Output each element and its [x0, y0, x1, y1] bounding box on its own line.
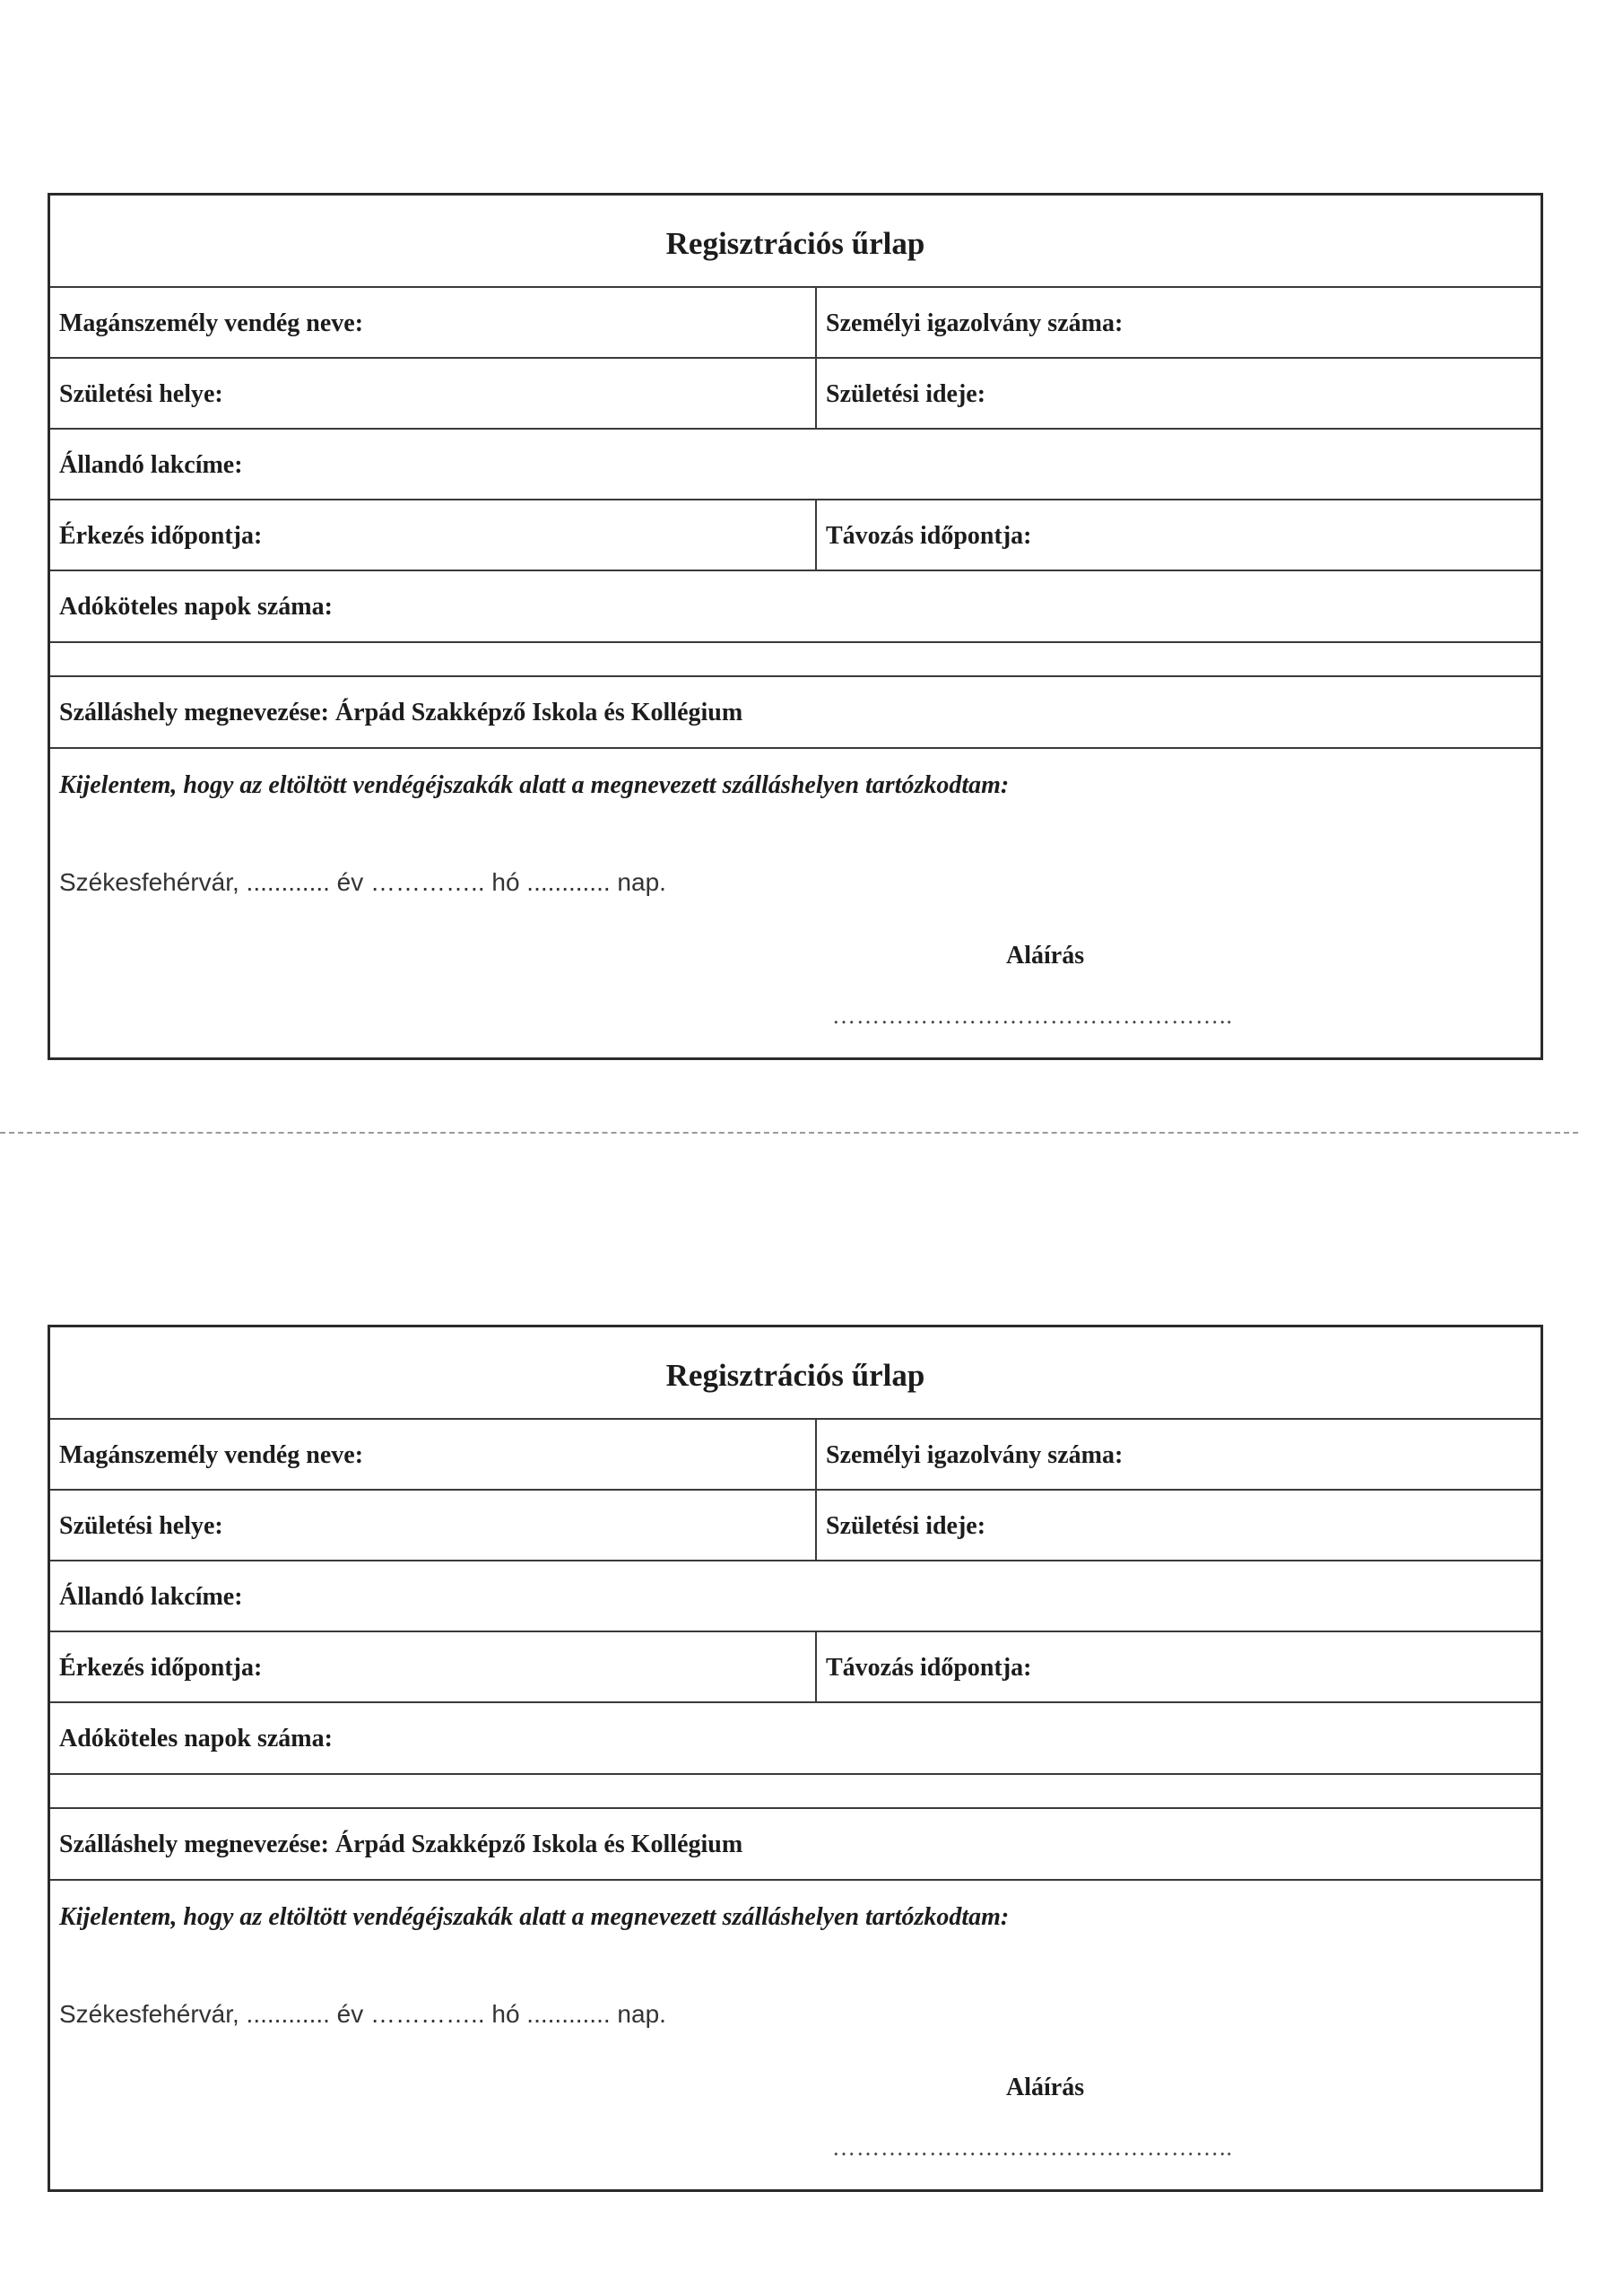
birth-row	[50, 1491, 1541, 1561]
id-number-label: Személyi igazolvány száma:	[826, 309, 1124, 337]
guest-name-label: Magánszemély vendég neve:	[59, 1441, 364, 1469]
tax-days-row[interactable]	[50, 1703, 1541, 1775]
signature-line[interactable]: …………………………………………..	[832, 2135, 1233, 2161]
arrival-label: Érkezés időpontja:	[59, 1654, 263, 1682]
accommodation-row	[50, 677, 1541, 749]
birth-row	[50, 359, 1541, 430]
signature-line[interactable]: …………………………………………..	[832, 1003, 1233, 1029]
guest-name-field[interactable]	[50, 288, 817, 357]
date-line[interactable]: Székesfehérvár, ............ év ………….. hó ............ nap.	[59, 868, 666, 896]
accommodation-label: Szálláshely megnevezése: Árpád Szakképző Iskola és Kollégium	[59, 699, 743, 726]
birth-date-label: Születési ideje:	[826, 1512, 986, 1540]
address-row[interactable]	[50, 430, 1541, 500]
birth-date-field[interactable]	[817, 359, 1541, 428]
tax-days-row[interactable]	[50, 571, 1541, 643]
birth-date-field[interactable]	[817, 1491, 1541, 1560]
signature-label: Aláírás	[1006, 2074, 1085, 2101]
departure-field[interactable]	[817, 500, 1541, 570]
guest-name-row	[50, 1420, 1541, 1491]
blank-spacer-row	[50, 1775, 1541, 1809]
tax-days-label: Adóköteles napok száma:	[59, 593, 333, 621]
address-label: Állandó lakcíme:	[59, 451, 243, 479]
departure-field[interactable]	[817, 1632, 1541, 1701]
departure-label: Távozás időpontja:	[826, 522, 1032, 550]
form-title: Regisztrációs űrlap	[665, 1358, 925, 1393]
cut-line	[0, 1132, 1578, 1134]
guest-name-label: Magánszemély vendég neve:	[59, 309, 364, 337]
form-title-row	[50, 196, 1541, 288]
arrival-field[interactable]	[50, 500, 817, 570]
birth-date-label: Születési ideje:	[826, 380, 986, 408]
guest-name-field[interactable]	[50, 1420, 817, 1489]
address-label: Állandó lakcíme:	[59, 1583, 243, 1611]
form-title-row	[50, 1327, 1541, 1420]
declaration-text: Kijelentem, hogy az eltöltött vendégéjszakák alatt a megnevezett szálláshelyen tartózkodtam:	[59, 771, 1010, 799]
id-number-field[interactable]	[817, 288, 1541, 357]
form-title: Regisztrációs űrlap	[665, 226, 925, 261]
id-number-field[interactable]	[817, 1420, 1541, 1489]
stay-dates-row	[50, 1632, 1541, 1703]
blank-spacer-row	[50, 643, 1541, 677]
date-line[interactable]: Székesfehérvár, ............ év ………….. hó ............ nap.	[59, 2000, 666, 2028]
declaration-text: Kijelentem, hogy az eltöltött vendégéjszakák alatt a megnevezett szálláshelyen tartózkodtam:	[59, 1903, 1010, 1931]
address-row[interactable]	[50, 1561, 1541, 1632]
arrival-label: Érkezés időpontja:	[59, 522, 263, 550]
accommodation-row	[50, 1809, 1541, 1881]
registration-form-bottom	[48, 1325, 1543, 2192]
arrival-field[interactable]	[50, 1632, 817, 1701]
birth-place-label: Születési helye:	[59, 380, 223, 408]
birth-place-field[interactable]	[50, 359, 817, 428]
stay-dates-row	[50, 500, 1541, 571]
accommodation-label: Szálláshely megnevezése: Árpád Szakképző Iskola és Kollégium	[59, 1831, 743, 1858]
tax-days-label: Adóköteles napok száma:	[59, 1725, 333, 1752]
birth-place-label: Születési helye:	[59, 1512, 223, 1540]
birth-place-field[interactable]	[50, 1491, 817, 1560]
signature-label: Aláírás	[1006, 942, 1085, 970]
id-number-label: Személyi igazolvány száma:	[826, 1441, 1124, 1469]
registration-form-top	[48, 193, 1543, 1060]
guest-name-row	[50, 288, 1541, 359]
departure-label: Távozás időpontja:	[826, 1654, 1032, 1682]
